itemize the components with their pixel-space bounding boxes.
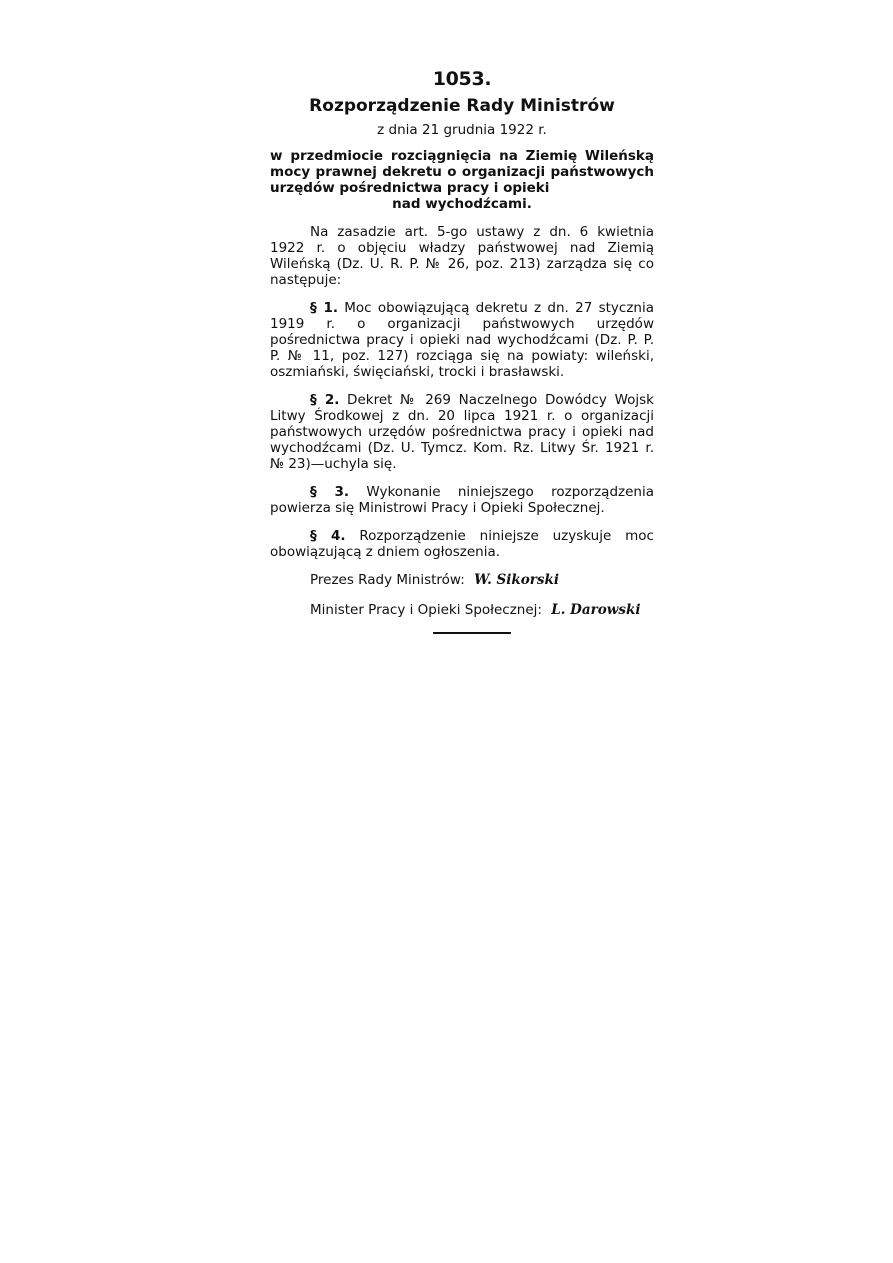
section-mark: § 1. [310, 300, 338, 316]
section-4 [270, 528, 654, 560]
act-number: 1053. [432, 68, 492, 90]
section-mark: § 3. [310, 484, 350, 500]
signature-role: Prezes Rady Ministrów: [310, 572, 465, 588]
document-page [270, 68, 654, 634]
act-subject [270, 148, 654, 212]
section-1 [270, 300, 654, 380]
act-title: Rozporządzenie Rady Ministrów [309, 96, 615, 116]
section-2 [270, 392, 654, 472]
section-text: Rozporządzenie niniejsze uzyskuje moc obowiązującą z dniem ogłoszenia. [270, 528, 654, 560]
section-text: Moc obowiązującą dekretu z dn. 27 stycznia 1919 r. o organizacji państwowych urzędów pośrednictwa pracy i opieki nad wychodźcami (Dz. P. P. P. № 11, poz. 127) rozciąga się na powiaty: wileński, oszmiański, święciański, trocki i brasławski. [270, 300, 654, 380]
signature-name: L. Darowski [551, 602, 641, 618]
act-date: z dnia 21 grudnia 1922 r. [377, 122, 547, 138]
act-subject-main: w przedmiocie rozciągnięcia na Ziemię Wileńską mocy prawnej dekretu o organizacji państwowych urzędów pośrednictwa pracy i opieki [270, 148, 654, 196]
closing-rule [433, 632, 511, 634]
signature-name: W. Sikorski [474, 572, 559, 588]
signature-prime-minister [270, 572, 654, 588]
section-mark: § 4. [310, 528, 346, 544]
section-text: Dekret № 269 Naczelnego Dowódcy Wojsk Litwy Środkowej z dn. 20 lipca 1921 r. o organizacji państwowych urzędów pośrednictwa pracy i opieki nad wychodźcami (Dz. U. Tymcz. Kom. Rz. Litwy Śr. 1921 r. № 23)—uchyla się. [270, 392, 654, 472]
section-mark: § 2. [310, 392, 340, 408]
preamble: Na zasadzie art. 5-go ustawy z dn. 6 kwietnia 1922 r. o objęciu władzy państwowej nad Ziemią Wileńską (Dz. U. R. P. № 26, poz. 213) zarządza się co następuje: [270, 224, 654, 288]
section-text: Wykonanie niniejszego rozporządzenia powierza się Ministrowi Pracy i Opieki Społecznej. [270, 484, 654, 516]
section-3 [270, 484, 654, 516]
signature-labour-minister [270, 602, 654, 618]
act-subject-last: nad wychodźcami. [392, 196, 532, 212]
signature-role: Minister Pracy i Opieki Społecznej: [310, 602, 542, 618]
